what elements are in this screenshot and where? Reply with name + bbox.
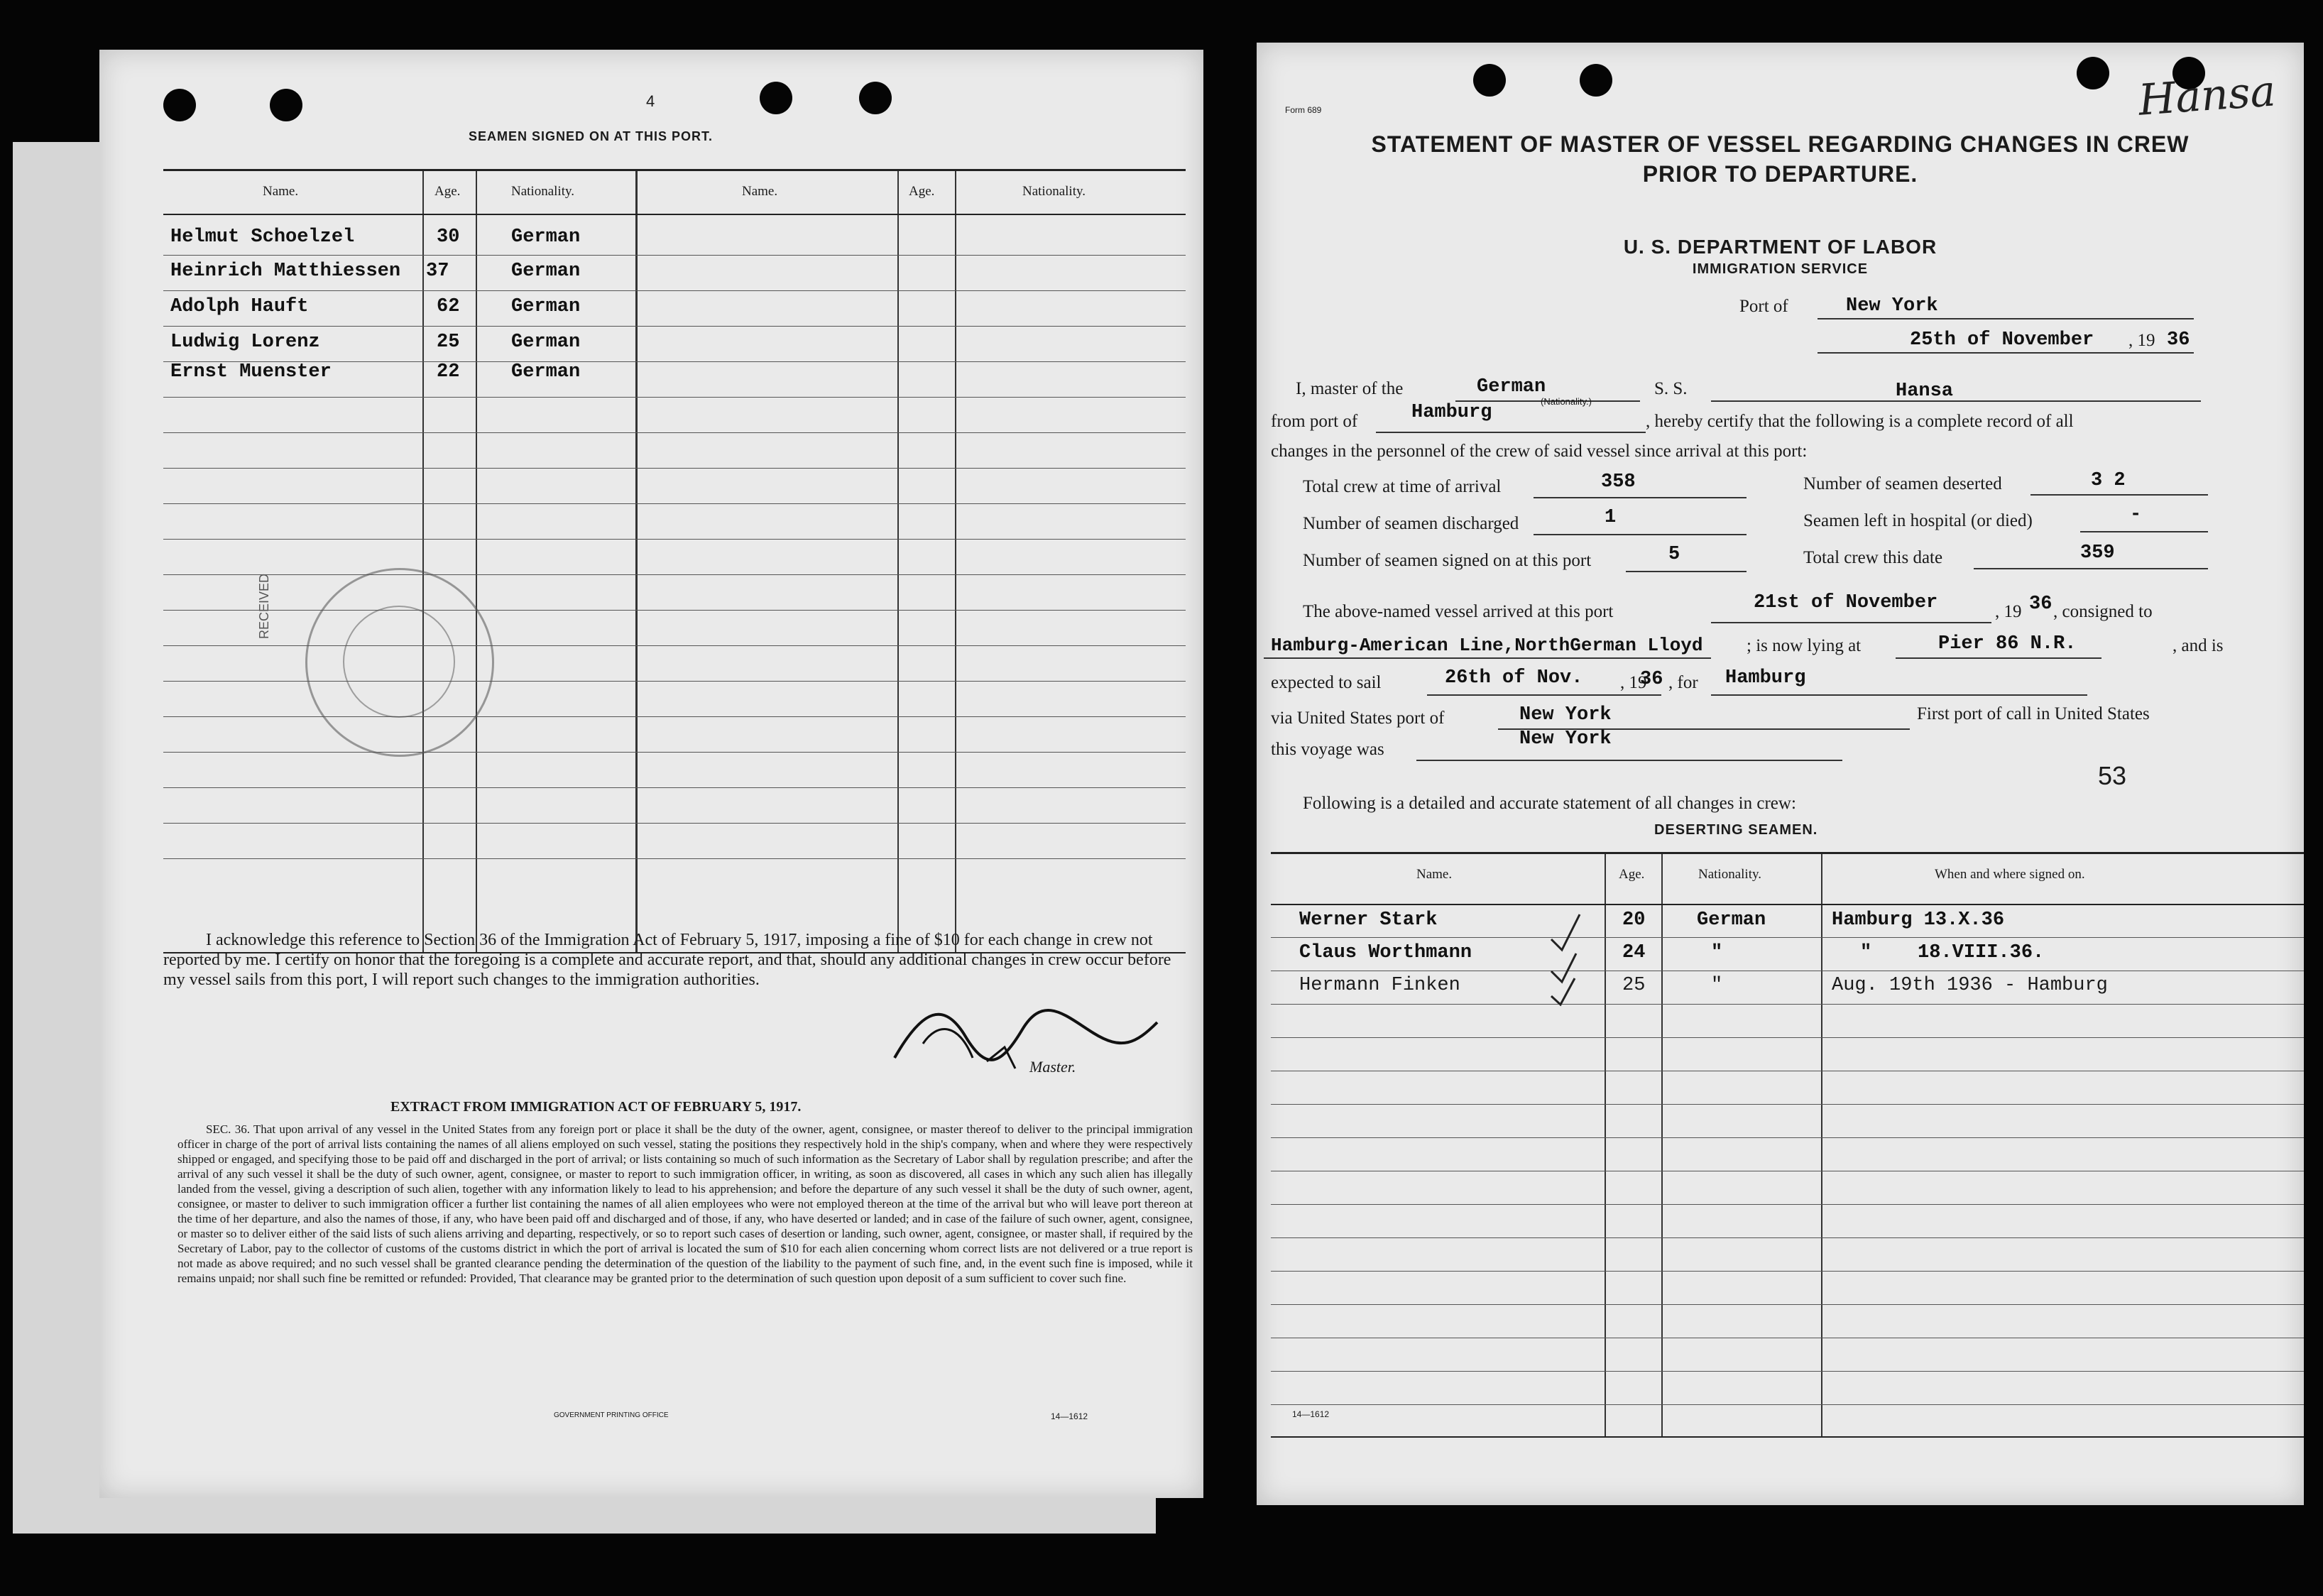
page-number: 4: [646, 92, 655, 110]
extract-text: SEC. 36. That upon arrival of any vessel in the United States from any foreign port or place it shall be the duty of the owner, agent, consignee, or master thereof to deliver to the principal immigration officer in charge of the port of arrival lists containing the names of all aliens employed on such vessel, stating the positions they respectively hold in the ship's company, when and where they were respectively shipped or engaged, and specifying those to be paid off and discharged in the port of arrival; or lists containing so much of such information as the Secretary of Labor shall by regulation prescribe; and after the arrival of any such vessel it shall be the duty of such owner, agent, consignee, or master to report to such immigration officer, in writing, as soon as discovered, all cases in which any such alien has illegally landed from the vessel, giving a description of such alien, together with any information likely to lead to his apprehension; and before the departure of any such vessel it shall be the duty of such owner, agent, consignee, or master to deliver to such immigration officer a further list containing the names of all alien employees who were not employed thereon at the time of the arrival but who will leave port thereon at the time of her departure, and also the names of those, if any, who have been paid off and discharged and of those, if any, who have deserted or landed; and in case of the failure of such owner, agent, consignee, or master so to deliver either of the said lists of such aliens arriving and departing, respectively, or so to report such cases of desertion or landing, such owner, agent, consignee, or master shall, if required by the Secretary of Labor, pay to the collector of customs of the customs district in which the port of arrival is located the sum of $10 for each alien concerning whom correct lists are not delivered or a true report is not made as above required; and no such vessel shall be granted clearance pending the determination of the question of the liability to the payment of such fine, and, in the event such fine is imposed, while it remains unpaid; nor shall such fine be remitted or refunded: Provided, That clearance may be granted prior to the determination of such question upon deposit of a sum sufficient to cover such fine.: [177, 1122, 1193, 1285]
col-header-name: Name.: [263, 184, 299, 199]
expected-value: 26th of Nov.: [1445, 667, 1583, 689]
handwritten-note: Hansa: [2136, 66, 2278, 126]
arrived-label: The above-named vessel arrived at this port: [1303, 602, 1614, 621]
seaman-nationality: German: [511, 226, 581, 248]
number-mark: 53: [2098, 761, 2127, 790]
col-header-age: Age.: [434, 184, 461, 199]
port-value: New York: [1846, 295, 1938, 317]
port-label: Port of: [1739, 297, 1788, 316]
signed-on-label: Number of seamen signed on at this port: [1303, 551, 1592, 570]
seaman-nationality: German: [511, 296, 581, 317]
right-page: [1257, 43, 2304, 1505]
lying-label: ; is now lying at: [1747, 636, 1862, 655]
seaman-name: Ludwig Lorenz: [170, 332, 320, 353]
department: U. S. DEPARTMENT OF LABOR: [1623, 236, 1937, 258]
col-header-age: Age.: [1619, 867, 1645, 882]
hospital-label: Seamen left in hospital (or died): [1803, 511, 2033, 530]
punch-hole: [163, 89, 196, 121]
punch-hole: [1580, 64, 1612, 97]
col-header-name: Name.: [742, 184, 778, 199]
from-port-label: from port of: [1271, 412, 1358, 431]
via-value: New York: [1519, 704, 1612, 726]
seaman-name: Ernst Muenster: [170, 361, 332, 383]
deserter-age: 20: [1622, 909, 1646, 931]
certify-text: , hereby certify that the following is a complete record of all: [1646, 412, 2074, 431]
consigned-label: , consigned to: [2053, 602, 2153, 621]
col-header-age: Age.: [909, 184, 935, 199]
form-number: 14—1612: [1292, 1409, 1330, 1419]
form-mark: Form 689: [1285, 105, 1322, 115]
col-header-nationality: Nationality.: [1022, 184, 1086, 199]
arrived-year: 36: [2029, 594, 2053, 615]
and-is-label: , and is: [2172, 636, 2224, 655]
deserted-label: Number of seamen deserted: [1803, 474, 2002, 493]
discharged-label: Number of seamen discharged: [1303, 514, 1519, 533]
seaman-age: 25: [437, 332, 460, 353]
check-marks: [1548, 911, 1590, 1010]
expected-year-prefix: , 19: [1620, 673, 1647, 692]
changes-text: changes in the personnel of the crew of said vessel since arrival at this port:: [1271, 442, 1808, 461]
lying-value: Pier 86 N.R.: [1938, 633, 2077, 655]
master-signature: [880, 994, 1164, 1079]
signed-on-title: SEAMEN SIGNED ON AT THIS PORT.: [469, 129, 714, 143]
seaman-nationality: German: [511, 361, 581, 383]
deserted-value: 3 2: [2091, 470, 2126, 491]
year-value: 36: [2167, 329, 2190, 351]
nationality-caption: (Nationality.): [1541, 396, 1592, 407]
deserter-name: Hermann Finken: [1299, 975, 1460, 996]
seaman-age: 30: [437, 226, 460, 248]
deserter-signed-on: " 18.VIII.36.: [1860, 942, 2045, 963]
year-prefix: , 19: [2128, 331, 2155, 350]
signed-on-table: [163, 169, 1186, 953]
deserting-table: [1271, 852, 2304, 1438]
from-port-value: Hamburg: [1411, 402, 1492, 423]
col-header-name: Name.: [1416, 867, 1453, 882]
statement-title: [1257, 129, 2304, 189]
consignee-value: Hamburg-American Line,NorthGerman Lloyd: [1271, 635, 1703, 656]
seaman-age: 62: [437, 296, 460, 317]
discharged-value: 1: [1605, 507, 1617, 528]
deserter-name: Werner Stark: [1299, 909, 1438, 931]
acknowledgement-text: I acknowledge this reference to Section 36 of the Immigration Act of February 5, 1917, imposing a fine of $10 for each change in crew not reported by me. I certify on honor that the foregoing is a complete and accurate report, and that, should any additional changes in crew occur before my vessel sails from this port, I will report such changes to the immigration authorities.: [163, 931, 1171, 989]
deserter-age: 25: [1622, 975, 1646, 996]
seaman-nationality: German: [511, 261, 581, 282]
deserter-nationality: ": [1711, 975, 1723, 996]
date-value: 25th of November: [1910, 329, 2094, 351]
voyage-value: New York: [1519, 728, 1612, 750]
extract-title: EXTRACT FROM IMMIGRATION ACT OF FEBRUARY 5, 1917.: [390, 1099, 802, 1115]
punch-hole: [2077, 57, 2109, 89]
punch-hole: [1473, 64, 1506, 97]
total-crew-date-value: 359: [2080, 542, 2115, 564]
seaman-nationality: German: [511, 332, 581, 353]
following-text: Following is a detailed and accurate statement of all changes in crew:: [1303, 794, 1796, 813]
master-label: Master.: [1029, 1058, 1076, 1076]
col-header-signed-on: When and where signed on.: [1935, 867, 2085, 882]
seaman-age: 22: [437, 361, 460, 383]
seaman-name: Helmut Schoelzel: [170, 226, 355, 248]
seaman-name: Heinrich Matthiessen: [170, 261, 401, 282]
seaman-age: 37: [426, 261, 449, 282]
hospital-value: -: [2130, 504, 2142, 525]
title-line-1: STATEMENT OF MASTER OF VESSEL REGARDING CHANGES IN CREW: [1371, 131, 2190, 157]
ship-name: Hansa: [1896, 381, 1954, 402]
arrived-value: 21st of November: [1754, 592, 1938, 613]
total-crew-arrival-label: Total crew at time of arrival: [1303, 477, 1502, 496]
ss-label: S. S.: [1654, 379, 1688, 398]
master-of-the-label: I, master of the: [1296, 379, 1404, 398]
voyage-label: this voyage was: [1271, 740, 1384, 759]
received-stamp-label: RECEIVED: [257, 573, 271, 639]
total-crew-arrival-value: 358: [1601, 471, 1636, 493]
first-port-label: First port of call in United States: [1917, 704, 2150, 723]
deserter-name: Claus Worthmann: [1299, 942, 1472, 963]
deserter-signed-on: Aug. 19th 1936 - Hamburg: [1832, 975, 2108, 996]
arrived-year-prefix: , 19: [1995, 602, 2022, 621]
punch-hole: [270, 89, 302, 121]
for-value: Hamburg: [1725, 667, 1806, 689]
printer-mark: GOVERNMENT PRINTING OFFICE: [554, 1411, 669, 1419]
via-label: via United States port of: [1271, 709, 1445, 728]
expected-year: 36: [1640, 669, 1663, 690]
service: IMMIGRATION SERVICE: [1692, 261, 1869, 277]
deserter-nationality: ": [1711, 942, 1723, 963]
deserter-nationality: German: [1697, 909, 1766, 931]
punch-hole: [760, 82, 792, 114]
deserter-signed-on: Hamburg 13.X.36: [1832, 909, 2005, 931]
seaman-name: Adolph Hauft: [170, 296, 309, 317]
col-header-nationality: Nationality.: [511, 184, 574, 199]
for-label: , for: [1668, 673, 1698, 692]
deserting-title: DESERTING SEAMEN.: [1654, 822, 1818, 838]
received-stamp: [305, 568, 494, 757]
left-page: [99, 50, 1203, 1498]
title-line-2: PRIOR TO DEPARTURE.: [1642, 161, 1918, 187]
nationality-value: German: [1477, 376, 1546, 398]
signed-on-value: 5: [1668, 544, 1680, 565]
form-number: 14—1612: [1051, 1411, 1088, 1421]
punch-hole: [859, 82, 892, 114]
expected-label: expected to sail: [1271, 673, 1382, 692]
deserter-age: 24: [1622, 942, 1646, 963]
total-crew-date-label: Total crew this date: [1803, 548, 1943, 567]
col-header-nationality: Nationality.: [1698, 867, 1761, 882]
